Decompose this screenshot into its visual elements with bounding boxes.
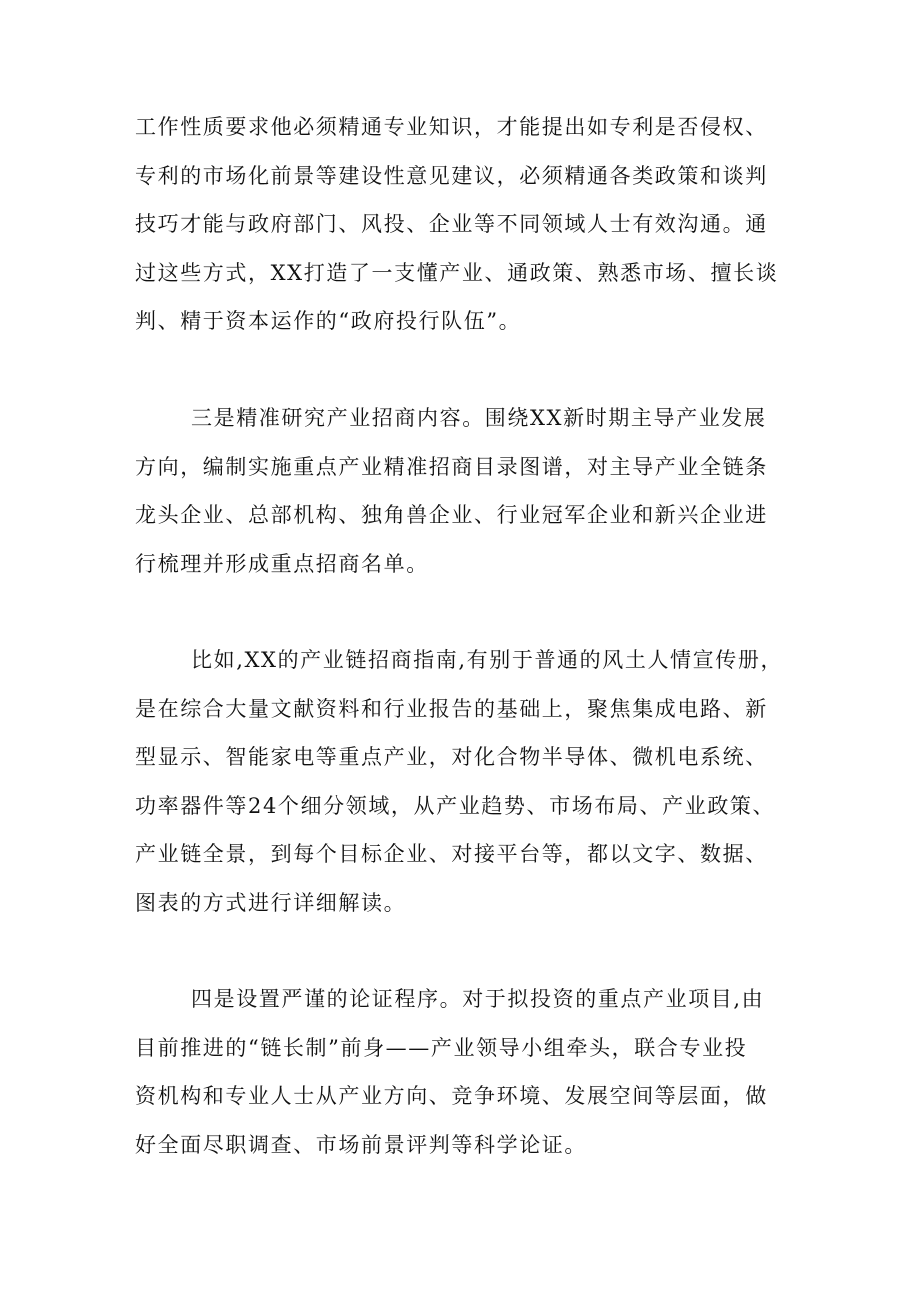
text-line: 好全面尽职调查、市场前景评判等科学论证。 — [135, 1132, 587, 1157]
text-line: 功率器件等24个细分领域，从产业趋势、市场布局、产业政策、 — [135, 793, 776, 818]
text-line: 判、精于资本运作的“政府投行队伍”。 — [135, 309, 522, 334]
text-line: 专利的市场化前景等建设性意见建议，必须精通各类政策和谈判 — [135, 163, 768, 188]
paragraph-talent-team — [135, 103, 815, 346]
text-line: 产业链全景，到每个目标企业、对接平台等，都以文字、数据、 — [135, 842, 768, 867]
paragraph-research-content — [135, 394, 815, 588]
paragraph-example-guide — [135, 636, 815, 928]
text-line: 过这些方式，XX打造了一支懂产业、通政策、熟悉市场、擅长谈 — [135, 260, 779, 285]
text-line: 型显示、智能家电等重点产业，对化合物半导体、微机电系统、 — [135, 745, 768, 770]
text-line: 比如,XX的产业链招商指南,有别于普通的风土人情宣传册， — [191, 648, 784, 672]
text-line: 图表的方式进行详细解读。 — [135, 890, 407, 915]
text-line: 目前推进的“链长制”前身——产业领导小组牵头，联合专业投 — [135, 1035, 748, 1060]
paragraph-verification — [135, 975, 815, 1169]
text-line: 是在综合大量文献资料和行业报告的基础上，聚焦集成电路、新 — [135, 696, 768, 721]
text-line: 龙头企业、总部机构、独角兽企业、行业冠军企业和新兴企业进 — [135, 503, 768, 528]
text-line: 技巧才能与政府部门、风投、企业等不同领域人士有效沟通。通 — [135, 212, 768, 237]
text-line: 工作性质要求他必须精通专业知识，才能提出如专利是否侵权、 — [135, 115, 768, 139]
text-line: 四是设置严谨的论证程序。对于拟投资的重点产业项目,由 — [191, 987, 765, 1011]
text-line: 资机构和专业人士从产业方向、竞争环境、发展空间等层面，做 — [135, 1084, 768, 1109]
text-line: 三是精准研究产业招商内容。围绕XX新时期主导产业发展 — [191, 406, 767, 430]
text-line: 行梳理并形成重点招商名单。 — [135, 551, 429, 576]
text-line: 方向，编制实施重点产业精准招商目录图谱，对主导产业全链条 — [135, 454, 768, 479]
